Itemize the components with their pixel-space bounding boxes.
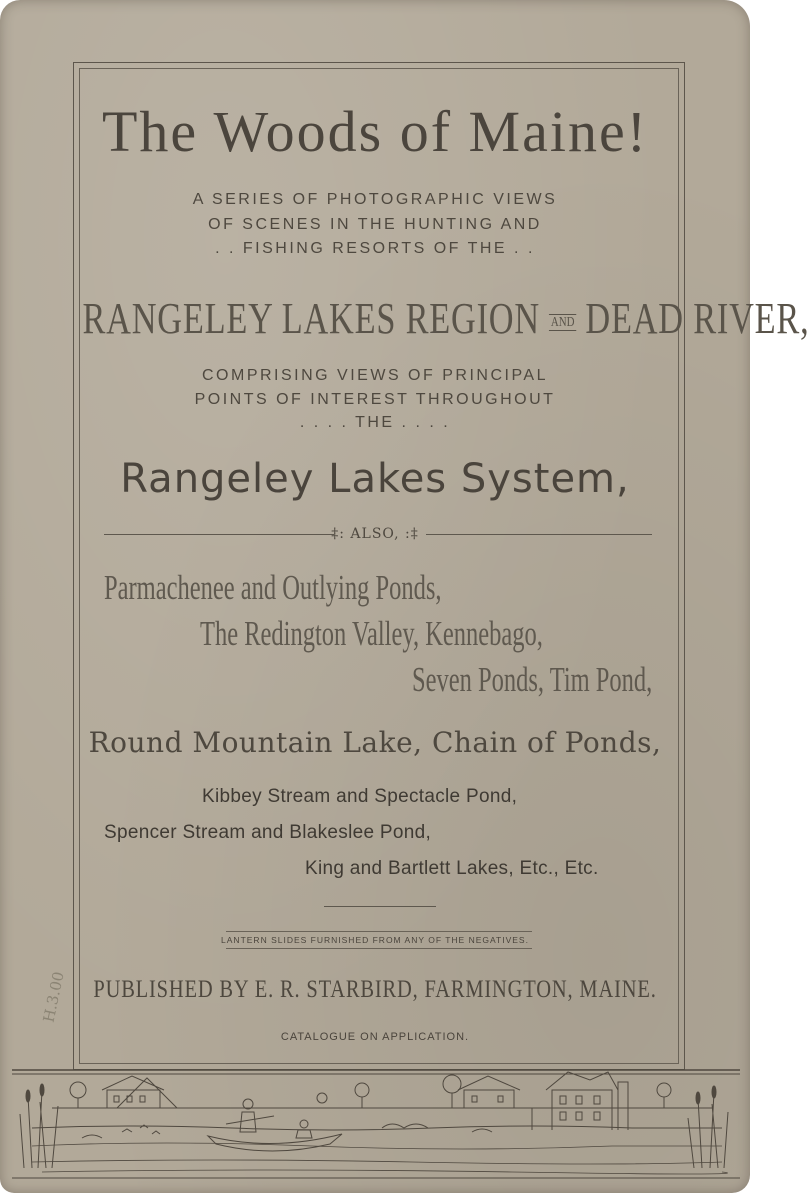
redington-line: The Redington Valley, Kennebago, xyxy=(200,614,543,653)
subtitle-line-2: OF SCENES IN THE HUNTING AND xyxy=(208,216,542,233)
also-label: ‡: ALSO, :‡ xyxy=(331,526,419,542)
comprising-line-3: . . . . THE . . . . xyxy=(299,414,451,431)
region-and: AND xyxy=(550,314,575,330)
lantern-note: LANTERN SLIDES FURNISHED FROM ANY OF THE NEGATIVES. xyxy=(221,935,529,945)
spencer-line: Spencer Stream and Blakeslee Pond, xyxy=(104,822,432,843)
region-right: DEAD RIVER, xyxy=(585,294,809,343)
lantern-rule-bottom xyxy=(226,948,532,949)
region-heading xyxy=(82,293,809,344)
round-mountain-line: Round Mountain Lake, Chain of Ponds, xyxy=(88,726,662,759)
kibbey-line: Kibbey Stream and Spectacle Pond, xyxy=(202,786,518,807)
region-left: RANGELEY LAKES REGION xyxy=(82,294,540,343)
system-heading: Rangeley Lakes System, xyxy=(120,456,630,502)
comprising-line-1: COMPRISING VIEWS OF PRINCIPAL xyxy=(201,367,548,384)
card-title: The Woods of Maine! xyxy=(101,99,649,164)
seven-ponds-line: Seven Ponds, Tim Pond, xyxy=(411,660,652,699)
king-line: King and Bartlett Lakes, Etc., Etc. xyxy=(305,858,599,879)
short-rule xyxy=(324,906,436,907)
subtitle-line-1: A SERIES OF PHOTOGRAPHIC VIEWS xyxy=(192,191,558,208)
lantern-rule-top xyxy=(226,931,532,932)
parmachenee-line: Parmachenee and Outlying Ponds, xyxy=(104,568,442,607)
landscape-vignette xyxy=(12,1068,740,1186)
comprising-line-2: POINTS OF INTEREST THROUGHOUT xyxy=(194,391,556,408)
publisher-line: PUBLISHED BY E. R. STARBIRD, FARMINGTON, MAINE. xyxy=(93,976,657,1003)
subtitle-line-3: . . FISHING RESORTS OF THE . . xyxy=(215,240,535,257)
catalogue-note: CATALOGUE ON APPLICATION. xyxy=(280,1031,470,1043)
pencil-annotation: H.3.00 xyxy=(39,970,68,1024)
